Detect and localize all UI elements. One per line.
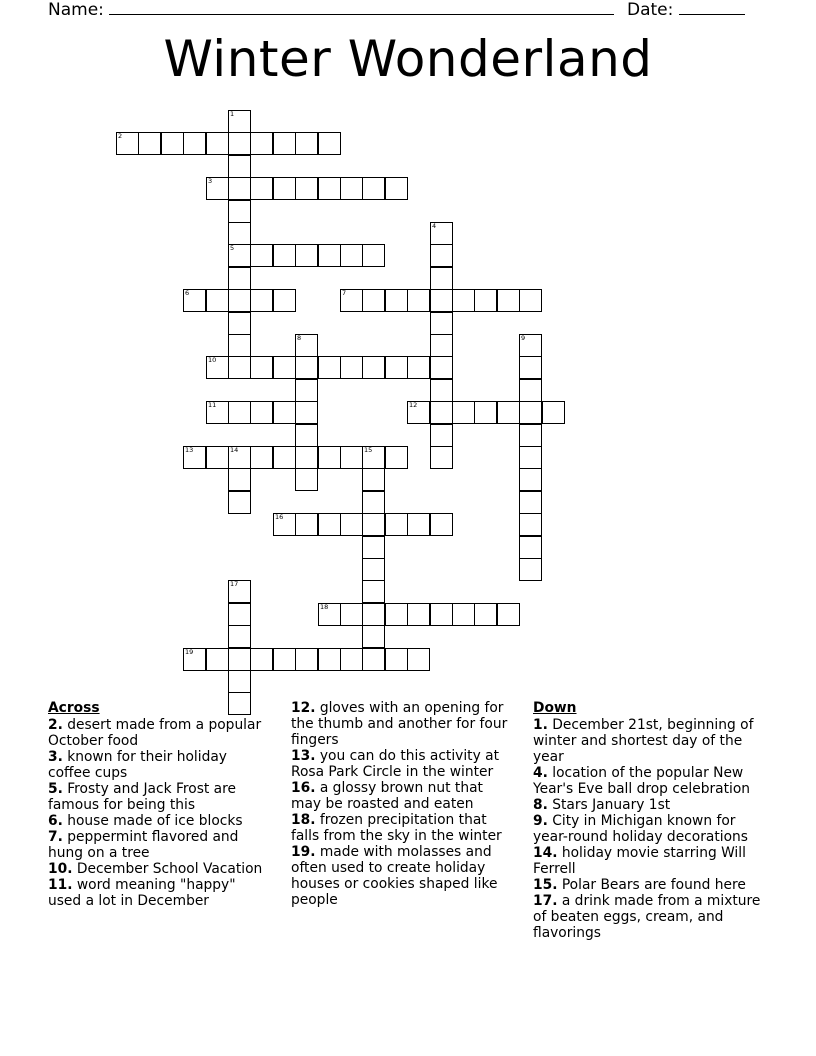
across-clues-continued xyxy=(291,700,516,908)
clue-number-label: 17. xyxy=(533,893,558,909)
grid-cell[interactable] xyxy=(340,603,363,626)
clue-text: gloves with an opening for the thumb and another for four fingers xyxy=(291,700,508,748)
grid-cell[interactable] xyxy=(206,177,229,200)
date-label: Date: xyxy=(627,0,674,20)
grid-cell[interactable] xyxy=(452,401,475,424)
grid-cell[interactable] xyxy=(362,244,385,267)
across-heading: Across xyxy=(48,700,100,716)
clue-text: word meaning "happy" used a lot in December xyxy=(48,877,236,909)
grid-cell[interactable] xyxy=(430,379,453,402)
grid-cell[interactable] xyxy=(228,491,251,514)
clue-text: City in Michigan known for year-round holiday decorations xyxy=(533,813,748,845)
grid-cell[interactable] xyxy=(228,580,251,603)
grid-cell[interactable] xyxy=(228,222,251,245)
clue-text: known for their holiday coffee cups xyxy=(48,749,227,781)
clue-number: 8 xyxy=(297,334,302,342)
grid-cell[interactable] xyxy=(430,289,453,312)
across-clue xyxy=(48,813,273,829)
clue-text: peppermint flavored and hung on a tree xyxy=(48,829,239,861)
clue-text: house made of ice blocks xyxy=(67,813,243,829)
grid-cell[interactable] xyxy=(362,491,385,514)
clue-text: December 21st, beginning of winter and shortest day of the year xyxy=(533,717,754,765)
down-clue xyxy=(533,877,768,893)
clue-number-label: 5. xyxy=(48,781,63,797)
grid-cell[interactable] xyxy=(362,356,385,379)
grid-cell[interactable] xyxy=(250,648,273,671)
grid-cell[interactable] xyxy=(228,401,251,424)
grid-cell[interactable] xyxy=(295,648,318,671)
grid-cell[interactable] xyxy=(273,289,296,312)
clue-number: 17 xyxy=(230,580,239,588)
grid-cell[interactable] xyxy=(295,446,318,469)
grid-cell[interactable] xyxy=(250,446,273,469)
grid-cell[interactable] xyxy=(273,177,296,200)
grid-cell[interactable] xyxy=(497,401,520,424)
grid-cell[interactable] xyxy=(183,132,206,155)
clue-number: 1 xyxy=(230,110,235,118)
grid-cell[interactable] xyxy=(519,513,542,536)
grid-cell[interactable] xyxy=(362,580,385,603)
grid-cell[interactable] xyxy=(430,267,453,290)
clue-number-label: 1. xyxy=(533,717,548,733)
clue-number-label: 3. xyxy=(48,749,63,765)
clue-text: a drink made from a mixture of beaten eggs, cream, and flavorings xyxy=(533,893,761,941)
clue-text: Frosty and Jack Frost are famous for being this xyxy=(48,781,236,813)
grid-cell[interactable] xyxy=(318,513,341,536)
grid-cell[interactable] xyxy=(228,625,251,648)
grid-cell[interactable] xyxy=(228,334,251,357)
grid-cell[interactable] xyxy=(430,312,453,335)
grid-cell[interactable] xyxy=(452,289,475,312)
grid-cell[interactable] xyxy=(407,289,430,312)
clue-text: holiday movie starring Will Ferrell xyxy=(533,845,746,877)
grid-cell[interactable] xyxy=(430,446,453,469)
grid-cell[interactable] xyxy=(519,536,542,559)
clue-number: 16 xyxy=(275,513,284,521)
clue-number-label: 7. xyxy=(48,829,63,845)
grid-cell[interactable] xyxy=(206,401,229,424)
grid-cell[interactable] xyxy=(228,267,251,290)
grid-cell[interactable] xyxy=(362,536,385,559)
down-clue xyxy=(533,813,768,845)
across-clue xyxy=(291,844,516,908)
grid-cell[interactable] xyxy=(295,334,318,357)
clue-number-label: 11. xyxy=(48,877,73,893)
grid-cell[interactable] xyxy=(519,491,542,514)
grid-cell[interactable] xyxy=(519,289,542,312)
clue-number-label: 4. xyxy=(533,765,548,781)
grid-cell[interactable] xyxy=(228,468,251,491)
grid-cell[interactable] xyxy=(206,648,229,671)
clue-number: 18 xyxy=(320,603,329,611)
across-clue xyxy=(48,829,273,861)
grid-cell[interactable] xyxy=(228,132,251,155)
grid-cell[interactable] xyxy=(250,289,273,312)
across-clue xyxy=(291,812,516,844)
clue-text: desert made from a popular October food xyxy=(48,717,262,749)
clue-text: you can do this activity at Rosa Park Circle in the winter xyxy=(291,748,500,780)
grid-cell[interactable] xyxy=(228,289,251,312)
clue-number: 3 xyxy=(208,177,213,185)
clue-number-label: 9. xyxy=(533,813,548,829)
grid-cell[interactable] xyxy=(250,356,273,379)
grid-cell[interactable] xyxy=(519,379,542,402)
clue-number: 13 xyxy=(185,446,194,454)
grid-cell[interactable] xyxy=(340,446,363,469)
down-clue xyxy=(533,717,768,765)
grid-cell[interactable] xyxy=(206,132,229,155)
grid-cell[interactable] xyxy=(206,289,229,312)
grid-cell[interactable] xyxy=(206,446,229,469)
across-clue xyxy=(48,781,273,813)
grid-cell[interactable] xyxy=(250,401,273,424)
grid-cell[interactable] xyxy=(519,424,542,447)
grid-cell[interactable] xyxy=(340,513,363,536)
clue-text: December School Vacation xyxy=(76,861,263,877)
grid-cell[interactable] xyxy=(273,244,296,267)
grid-cell[interactable] xyxy=(250,132,273,155)
grid-cell[interactable] xyxy=(385,603,408,626)
grid-cell[interactable] xyxy=(407,648,430,671)
grid-cell[interactable] xyxy=(362,648,385,671)
grid-cell[interactable] xyxy=(519,558,542,581)
across-clue xyxy=(48,749,273,781)
clue-number: 5 xyxy=(230,244,235,252)
grid-cell[interactable] xyxy=(206,356,229,379)
grid-cell[interactable] xyxy=(542,401,565,424)
grid-cell[interactable] xyxy=(228,356,251,379)
grid-cell[interactable] xyxy=(183,289,206,312)
grid-cell[interactable] xyxy=(430,603,453,626)
grid-cell[interactable] xyxy=(385,648,408,671)
clue-text: a glossy brown nut that may be roasted and eaten xyxy=(291,780,483,812)
down-clues xyxy=(533,700,768,941)
grid-cell[interactable] xyxy=(340,244,363,267)
clue-number-label: 18. xyxy=(291,812,316,828)
grid-cell[interactable] xyxy=(385,513,408,536)
grid-cell[interactable] xyxy=(295,513,318,536)
grid-cell[interactable] xyxy=(318,446,341,469)
clue-number: 6 xyxy=(185,289,190,297)
clue-text: made with molasses and often used to create holiday houses or cookies shaped like people xyxy=(291,844,498,908)
grid-cell[interactable] xyxy=(183,446,206,469)
clue-text: location of the popular New Year's Eve ball drop celebration xyxy=(533,765,751,797)
grid-cell[interactable] xyxy=(385,356,408,379)
clue-text: Stars January 1st xyxy=(552,797,671,813)
grid-cell[interactable] xyxy=(430,356,453,379)
grid-cell[interactable] xyxy=(362,603,385,626)
grid-cell[interactable] xyxy=(519,401,542,424)
grid-cell[interactable] xyxy=(340,177,363,200)
grid-cell[interactable] xyxy=(318,648,341,671)
clue-number-label: 14. xyxy=(533,845,558,861)
clue-text: Polar Bears are found here xyxy=(561,877,746,893)
across-clue xyxy=(291,748,516,780)
clue-number-label: 6. xyxy=(48,813,63,829)
grid-cell[interactable] xyxy=(273,446,296,469)
grid-cell[interactable] xyxy=(228,648,251,671)
grid-cell[interactable] xyxy=(385,177,408,200)
grid-cell[interactable] xyxy=(228,603,251,626)
grid-cell[interactable] xyxy=(318,603,341,626)
clue-number: 7 xyxy=(342,289,347,297)
clue-text: frozen precipitation that falls from the sky in the winter xyxy=(291,812,502,844)
grid-cell[interactable] xyxy=(407,603,430,626)
grid-cell[interactable] xyxy=(161,132,184,155)
grid-cell[interactable] xyxy=(318,356,341,379)
across-clue xyxy=(48,877,273,909)
grid-cell[interactable] xyxy=(474,401,497,424)
clue-number: 9 xyxy=(521,334,526,342)
grid-cell[interactable] xyxy=(295,401,318,424)
clue-number: 2 xyxy=(118,132,123,140)
grid-cell[interactable] xyxy=(250,177,273,200)
across-clue xyxy=(291,780,516,812)
grid-cell[interactable] xyxy=(228,177,251,200)
grid-cell[interactable] xyxy=(407,513,430,536)
down-clue xyxy=(533,765,768,797)
clue-number-label: 2. xyxy=(48,717,63,733)
grid-cell[interactable] xyxy=(295,356,318,379)
clue-number-label: 12. xyxy=(291,700,316,716)
grid-cell[interactable] xyxy=(497,289,520,312)
grid-cell[interactable] xyxy=(138,132,161,155)
grid-cell[interactable] xyxy=(295,244,318,267)
clue-number-label: 10. xyxy=(48,861,73,877)
grid-cell[interactable] xyxy=(430,334,453,357)
grid-cell[interactable] xyxy=(430,401,453,424)
clue-number: 19 xyxy=(185,648,194,656)
grid-cell[interactable] xyxy=(318,244,341,267)
across-clue xyxy=(48,861,273,877)
grid-cell[interactable] xyxy=(273,356,296,379)
clue-number: 15 xyxy=(364,446,373,454)
clue-number: 11 xyxy=(208,401,217,409)
grid-cell[interactable] xyxy=(407,356,430,379)
grid-cell[interactable] xyxy=(228,244,251,267)
grid-cell[interactable] xyxy=(340,356,363,379)
grid-cell[interactable] xyxy=(385,446,408,469)
clue-number-label: 13. xyxy=(291,748,316,764)
grid-cell[interactable] xyxy=(519,356,542,379)
grid-cell[interactable] xyxy=(519,468,542,491)
grid-cell[interactable] xyxy=(295,132,318,155)
across-clue xyxy=(291,700,516,748)
grid-cell[interactable] xyxy=(385,289,408,312)
grid-cell[interactable] xyxy=(430,513,453,536)
clue-number: 10 xyxy=(208,356,217,364)
grid-cell[interactable] xyxy=(318,177,341,200)
name-label: Name: xyxy=(48,0,104,20)
grid-cell[interactable] xyxy=(295,468,318,491)
grid-cell[interactable] xyxy=(228,155,251,178)
grid-cell[interactable] xyxy=(273,401,296,424)
clue-number-label: 8. xyxy=(533,797,548,813)
grid-cell[interactable] xyxy=(250,244,273,267)
grid-cell[interactable] xyxy=(228,200,251,223)
grid-cell[interactable] xyxy=(295,424,318,447)
grid-cell[interactable] xyxy=(116,132,139,155)
grid-cell[interactable] xyxy=(474,289,497,312)
grid-cell[interactable] xyxy=(362,446,385,469)
grid-cell[interactable] xyxy=(318,132,341,155)
grid-cell[interactable] xyxy=(273,132,296,155)
grid-cell[interactable] xyxy=(228,670,251,693)
grid-cell[interactable] xyxy=(430,244,453,267)
down-clue xyxy=(533,845,768,877)
grid-cell[interactable] xyxy=(273,513,296,536)
grid-cell[interactable] xyxy=(362,558,385,581)
grid-cell[interactable] xyxy=(362,625,385,648)
grid-cell[interactable] xyxy=(362,177,385,200)
grid-cell[interactable] xyxy=(362,468,385,491)
grid-cell[interactable] xyxy=(407,401,430,424)
grid-cell[interactable] xyxy=(430,424,453,447)
clue-number: 4 xyxy=(432,222,437,230)
grid-cell[interactable] xyxy=(474,603,497,626)
page-title: Winter Wonderland xyxy=(163,30,653,88)
clue-number-label: 15. xyxy=(533,877,558,893)
grid-cell[interactable] xyxy=(452,603,475,626)
down-heading: Down xyxy=(533,700,577,716)
grid-cell[interactable] xyxy=(362,289,385,312)
grid-cell[interactable] xyxy=(295,177,318,200)
grid-cell[interactable] xyxy=(519,334,542,357)
grid-cell[interactable] xyxy=(228,312,251,335)
grid-cell[interactable] xyxy=(519,446,542,469)
grid-cell[interactable] xyxy=(228,110,251,133)
down-clue xyxy=(533,797,768,813)
grid-cell[interactable] xyxy=(295,379,318,402)
clue-number-label: 19. xyxy=(291,844,316,860)
grid-cell[interactable] xyxy=(340,648,363,671)
grid-cell[interactable] xyxy=(273,648,296,671)
across-clue xyxy=(48,717,273,749)
grid-cell[interactable] xyxy=(362,513,385,536)
grid-cell[interactable] xyxy=(183,648,206,671)
clue-number-label: 16. xyxy=(291,780,316,796)
grid-cell[interactable] xyxy=(340,289,363,312)
down-clue xyxy=(533,893,768,941)
across-clues xyxy=(48,700,273,909)
grid-cell[interactable] xyxy=(497,603,520,626)
grid-cell[interactable] xyxy=(228,446,251,469)
clue-number: 14 xyxy=(230,446,239,454)
grid-cell[interactable] xyxy=(430,222,453,245)
clue-number: 12 xyxy=(409,401,418,409)
